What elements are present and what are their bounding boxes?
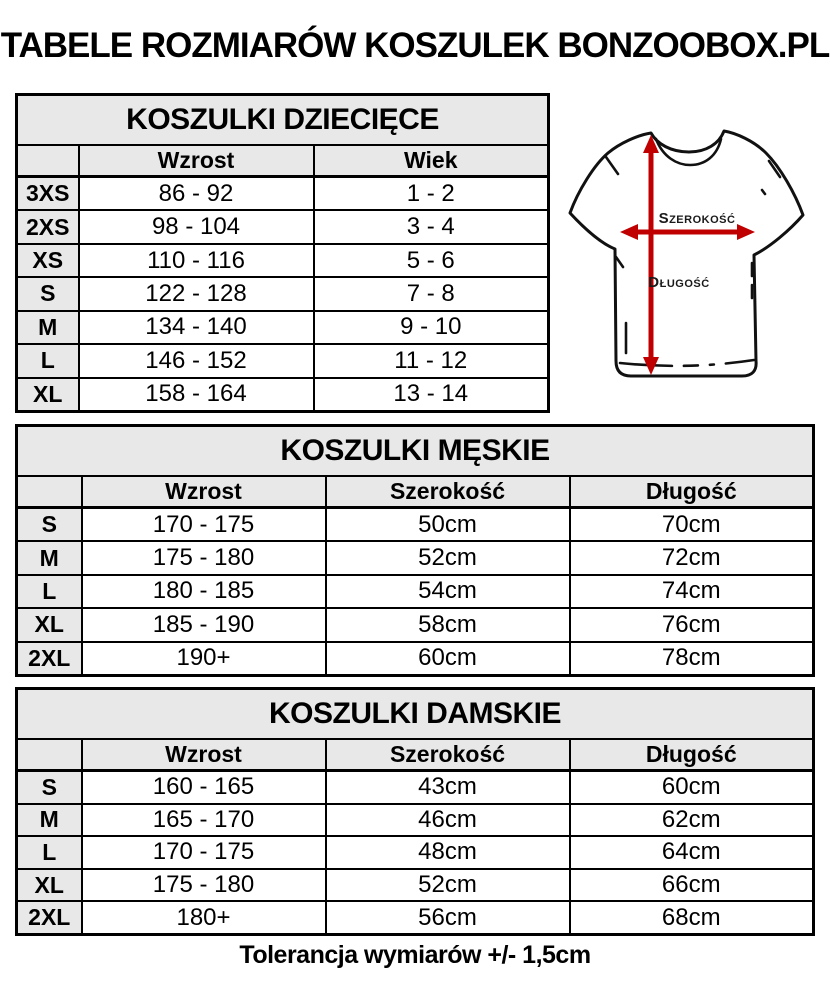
size-label: S — [17, 508, 82, 542]
size-label: 2XL — [17, 642, 82, 676]
cell-value: 54cm — [326, 575, 570, 608]
column-header: Długość — [570, 739, 814, 771]
cell-value: 9 - 10 — [314, 311, 549, 344]
tshirt-outline — [570, 131, 803, 376]
table-row — [17, 804, 814, 837]
table-row — [17, 508, 814, 542]
cell-value: 5 - 6 — [314, 244, 549, 277]
size-label: L — [17, 836, 82, 869]
size-corner-cell — [17, 476, 82, 508]
cell-value: 160 - 165 — [82, 771, 326, 804]
size-label: XL — [17, 608, 82, 641]
tshirt-measurement-diagram — [558, 95, 830, 395]
table-row — [17, 642, 814, 676]
size-corner-cell — [17, 145, 79, 177]
size-label: M — [17, 541, 82, 574]
size-label: XL — [17, 869, 82, 902]
size-label: 2XS — [17, 210, 79, 243]
column-header: Długość — [570, 476, 814, 508]
kids-sizes-table — [15, 93, 550, 413]
cell-value: 165 - 170 — [82, 804, 326, 837]
cell-value: 158 - 164 — [79, 378, 314, 412]
cell-value: 122 - 128 — [79, 277, 314, 310]
table-row — [17, 244, 549, 277]
cell-value: 43cm — [326, 771, 570, 804]
size-label: 3XS — [17, 177, 79, 211]
table-row — [17, 311, 549, 344]
table-row — [17, 541, 814, 574]
cell-value: 1 - 2 — [314, 177, 549, 211]
cell-value: 190+ — [82, 642, 326, 676]
cell-value: 62cm — [570, 804, 814, 837]
cell-value: 175 - 180 — [82, 541, 326, 574]
women-sizes-table — [15, 687, 815, 936]
cell-value: 52cm — [326, 541, 570, 574]
cell-value: 11 - 12 — [314, 344, 549, 377]
table-row — [17, 869, 814, 902]
column-header: Szerokość — [326, 739, 570, 771]
tshirt-diagram-icon — [558, 95, 830, 395]
table-title: KOSZULKI DAMSKIE — [17, 689, 814, 739]
cell-value: 13 - 14 — [314, 378, 549, 412]
size-label: XS — [17, 244, 79, 277]
cell-value: 52cm — [326, 869, 570, 902]
page-title: TABELE ROZMIARÓW KOSZULEK BONZOOBOX.PL — [0, 26, 830, 65]
cell-value: 7 - 8 — [314, 277, 549, 310]
size-label: S — [17, 277, 79, 310]
cell-value: 68cm — [570, 901, 814, 934]
size-label: M — [17, 311, 79, 344]
table-title: KOSZULKI DZIECIĘCE — [17, 95, 549, 145]
column-header: Wzrost — [82, 476, 326, 508]
column-header: Wzrost — [79, 145, 314, 177]
cell-value: 70cm — [570, 508, 814, 542]
cell-value: 98 - 104 — [79, 210, 314, 243]
table-row — [17, 608, 814, 641]
size-label: L — [17, 344, 79, 377]
table-title: KOSZULKI MĘSKIE — [17, 426, 814, 476]
table-row — [17, 378, 549, 412]
tolerance-note: Tolerancja wymiarów +/- 1,5cm — [239, 941, 591, 969]
cell-value: 78cm — [570, 642, 814, 676]
column-header: Wzrost — [82, 739, 326, 771]
table-row — [17, 277, 549, 310]
cell-value: 170 - 175 — [82, 508, 326, 542]
cell-value: 180 - 185 — [82, 575, 326, 608]
cell-value: 86 - 92 — [79, 177, 314, 211]
cell-value: 50cm — [326, 508, 570, 542]
table-row — [17, 575, 814, 608]
cell-value: 66cm — [570, 869, 814, 902]
cell-value: 60cm — [570, 771, 814, 804]
cell-value: 110 - 116 — [79, 244, 314, 277]
cell-value: 185 - 190 — [82, 608, 326, 641]
table-row — [17, 901, 814, 934]
table-row — [17, 177, 549, 211]
cell-value: 175 - 180 — [82, 869, 326, 902]
men-sizes-table — [15, 424, 815, 677]
table-row — [17, 771, 814, 804]
table-row — [17, 344, 549, 377]
cell-value: 76cm — [570, 608, 814, 641]
cell-value: 48cm — [326, 836, 570, 869]
cell-value: 170 - 175 — [82, 836, 326, 869]
cell-value: 64cm — [570, 836, 814, 869]
cell-value: 74cm — [570, 575, 814, 608]
cell-value: 3 - 4 — [314, 210, 549, 243]
cell-value: 134 - 140 — [79, 311, 314, 344]
cell-value: 60cm — [326, 642, 570, 676]
width-label: Szerokość — [658, 210, 736, 227]
cell-value: 180+ — [82, 901, 326, 934]
size-label: M — [17, 804, 82, 837]
cell-value: 58cm — [326, 608, 570, 641]
cell-value: 72cm — [570, 541, 814, 574]
column-header: Wiek — [314, 145, 549, 177]
cell-value: 46cm — [326, 804, 570, 837]
cell-value: 146 - 152 — [79, 344, 314, 377]
size-label: 2XL — [17, 901, 82, 934]
table-row — [17, 836, 814, 869]
size-label: S — [17, 771, 82, 804]
size-label: XL — [17, 378, 79, 412]
cell-value: 56cm — [326, 901, 570, 934]
table-row — [17, 210, 549, 243]
size-corner-cell — [17, 739, 82, 771]
size-label: L — [17, 575, 82, 608]
column-header: Szerokość — [326, 476, 570, 508]
length-label: Długość — [648, 274, 710, 291]
